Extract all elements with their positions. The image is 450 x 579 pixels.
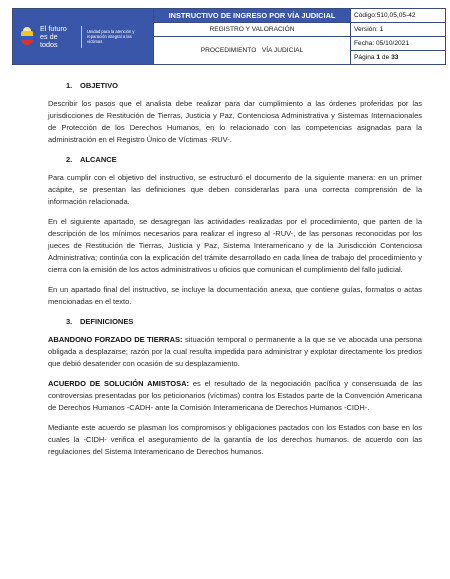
section-title-objetivo: 1. OBJETIVO [66,81,118,90]
section-title-alcance: 2. ALCANCE [66,155,117,164]
definition-abandono [48,334,422,370]
definition-acuerdo-paragraph-2: Mediante este acuerdo se plasman los compromisos y obligaciones pactados con los Estados con base en los cuales la -CIDH- verifica el aseguramiento de la garantía de los derechos humanos. de acuerdo con las regulaciones del Sistema Interamericano de Derechos humanos. [48,423,422,456]
document-title: INSTRUCTIVO DE INGRESO POR VÍA JUDICIAL [154,9,351,23]
alcance-paragraph-2: En el siguiente apartado, se desagregan las actividades realizadas por el procedimiento, que parten de la descripción de los mínimos necesarios para realizar el ingreso al -RUV-, de las personas reconocidas por los jueces de Restitución de Tierras, Justicia y Paz, Sistema Interamericano y de la Jurisdicción Contenciosa Administrativa; continúa con la explicación del trámite desarrollado en cada línea de trabajo del procedimiento y cierra con la emisión de los actos administrativos u oficios que comunican el cumplimiento del fallo judicial. [48,217,422,274]
objetivo-paragraph: Describir los pasos que el analista debe realizar para dar cumplimiento a las órdenes proferidas por las jurisdicciones de Restitución de Tierras, Justicia y Paz, Contenciosa Administrativa y Sistemas Internacionales de Protección de los Derechos Humanos, en lo relacionado con las competencias asignadas para la administración en el Registro Único de Víctimas -RUV-. [48,99,422,144]
document-code: Código:510,05,05-42 [351,9,446,23]
definition-text: situación temporal o permanente a la que se ve abocada una persona obligada a desplazarse; razón por la cual resulta impedida para administrar y explotar directamente los predios que debió desatender con ocasión de su desplazamiento. [48,335,422,368]
logo-main-text: El futuro es de todos [40,23,67,49]
logo-area [13,9,154,65]
definition-text: es el resultado de la negociación pacífica y consensuada de las controversias presentadas por los peticionarios (víctimas) contra los Estados parte de la Convención Americana de Derechos Humanos -CADH- ante la Comisión Interamericana de Derechos Humanos -CIDH-. [48,379,423,412]
document-version: Versión: 1 [351,23,446,37]
alcance-paragraph-3: En un apartado final del instructivo, se incluye la documentación anexa, que contiene guías, formatos o actas mencionadas en el texto. [48,285,422,306]
document-area: REGISTRO Y VALORACIÓN [154,23,351,37]
document-procedure: PROCEDIMIENTO VÍA JUDICIAL [154,37,351,65]
coat-of-arms-icon [19,27,35,47]
document-header [12,8,446,65]
document-body [48,74,422,466]
definition-term: ABANDONO FORZADO DE TIERRAS: [48,335,183,344]
page-indicator: Página 1 de 33 [351,51,446,65]
definition-acuerdo [48,378,422,414]
document-date: Fecha: 05/10/2021 [351,37,446,51]
logo-sub-text: Unidad para la atención y reparación integral a las víctimas [87,29,135,44]
definition-term: ACUERDO DE SOLUCIÓN AMISTOSA: [48,379,190,388]
alcance-paragraph-1: Para cumplir con el objetivo del instructivo, se estructuró el documento de la siguiente manera: en un primer acápite, se presentan las definiciones que deben considerarlas para una correcta comprensión de la información relacionada. [48,173,422,206]
section-title-definiciones: 3. DEFINICIONES [66,317,134,326]
